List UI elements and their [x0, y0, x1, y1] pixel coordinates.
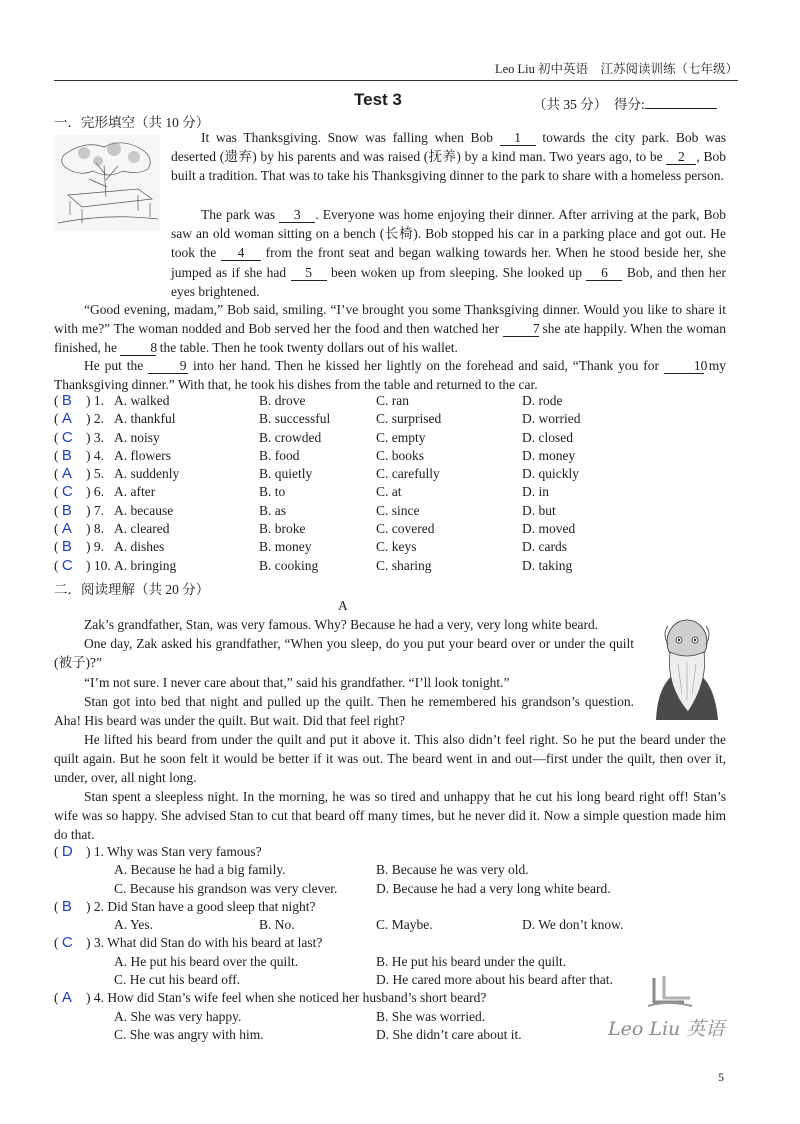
option-c: C. She was angry with him. [114, 1026, 264, 1042]
answer-mark[interactable]: A [61, 465, 72, 483]
question-number: ) 10. [86, 557, 111, 573]
question-row [54, 429, 734, 447]
question-number: ) 3. [86, 429, 104, 445]
cloze-text: she ate happily. When the woman finished, he [54, 321, 727, 356]
question-row [54, 538, 734, 556]
option-d: D. closed [522, 429, 573, 445]
question-row [54, 483, 734, 501]
question-number: ) 6. [86, 484, 104, 500]
blank-9: 9 [148, 358, 188, 374]
question-number: ) 1. [86, 393, 104, 408]
cloze-para-4 [54, 356, 726, 394]
option-c: C. surprised [376, 411, 442, 427]
option-b: B. money [259, 539, 312, 555]
option-d: D. moved [522, 521, 576, 537]
story-para-5: He lifted his beard from under the quilt and put it above it. This also didn’t feel right. So he put the beard under the quilt again. But he soon felt it would be better if it was out. The beard went in and out—first under the quilt, then over it, under, over, all night long. [54, 732, 726, 786]
question-row [54, 410, 734, 428]
cloze-text: The park was [201, 207, 280, 222]
cloze-text: , Bob built a tradition. That was to take his Thanksgiving dinner to the park to share with a homeless person. [171, 149, 726, 184]
total-score [533, 93, 717, 113]
brand-logo [608, 972, 728, 1040]
option-d: D. money [522, 447, 576, 463]
question-text: ) 2. Did Stan have a good sleep that night? [86, 898, 316, 914]
blank-3: 3 [279, 207, 315, 223]
story-para-2: One day, Zak asked his grandfather, “When you sleep, do you put your beard over or under the quilt (被子)?” [54, 636, 634, 671]
question-stem: ( B ) 2. Did Stan have a good sleep that night? [54, 897, 316, 915]
option-b: B. No. [259, 917, 295, 933]
answer-mark[interactable]: D [61, 843, 73, 860]
cloze-text: been woken up from sleeping. She looked up [326, 264, 587, 280]
page-number: 5 [718, 1070, 724, 1084]
option-d: D. He cared more about his beard after that. [376, 972, 613, 988]
option-a: A. Yes. [114, 917, 154, 933]
cloze-questions [54, 392, 734, 575]
option-c: C. sharing [376, 557, 432, 573]
option-c: C. Maybe. [376, 917, 433, 933]
answer-paren: ( A [54, 520, 72, 538]
blank-10: 10 [664, 358, 704, 374]
option-c: C. empty [376, 429, 426, 445]
option-a: A. because [114, 502, 174, 518]
header-text: Leo Liu 初中英语 江苏阅读训练（七年级） [494, 62, 738, 76]
question-number: ) 8. [86, 521, 104, 537]
answer-paren: ( B [54, 446, 72, 464]
cloze-text: towards the city park. Bob was deserted (遗弃) by his parents and was raised (抚养) by a kind man. Two years ago, to be [171, 130, 726, 165]
option-b: B. He put his beard under the quilt. [376, 953, 567, 969]
question-row [54, 520, 734, 538]
logo-mark-icon [608, 972, 728, 1012]
option-d: D. worried [522, 411, 581, 427]
option-b: B. food [259, 447, 300, 463]
option-b: B. as [259, 502, 286, 518]
cloze-text: from the front seat and began walking towards her. When he stood beside her, she jumped as if she had [171, 245, 726, 280]
question-text: ) 1. Why was Stan very famous? [86, 844, 262, 859]
option-c: C. He cut his beard off. [114, 972, 241, 988]
park-illustration [54, 135, 160, 231]
blank-5: 5 [291, 265, 327, 281]
option-a: A. walked [114, 393, 170, 408]
options-row [54, 953, 734, 971]
cloze-text: the table. Then he took twenty dollars out of his wallet. [156, 340, 458, 356]
option-c: C. Because his grandson was very clever. [114, 880, 338, 896]
question-stem: ( A ) 4. How did Stan’s wife feel when she noticed her husband’s short beard? [54, 989, 487, 1007]
total-score-label: （共 35 分） 得分: [533, 97, 645, 112]
option-a: A. after [114, 484, 156, 500]
blank-1: 1 [500, 130, 536, 146]
cloze-para-1a [171, 128, 726, 186]
story-para-1: Zak’s grandfather, Stan, was very famous. Why? Because he had a very, very long white beard. [84, 617, 599, 632]
option-a: A. She was very happy. [114, 1008, 242, 1024]
header-divider [54, 80, 738, 81]
option-d: D. She didn’t care about it. [376, 1026, 522, 1042]
question-number: ) 4. [86, 447, 104, 463]
option-c: C. covered [376, 521, 435, 537]
option-a: A. dishes [114, 539, 165, 555]
blank-6: 6 [586, 265, 622, 281]
option-a: A. Because he had a big family. [114, 862, 286, 878]
question-stem: ( C ) 3. What did Stan do with his beard at last? [54, 934, 323, 952]
question-number: ) 9. [86, 539, 104, 555]
grandfather-illustration [648, 612, 726, 720]
question-number: ) 5. [86, 466, 104, 482]
cloze-text: my Thanksgiving dinner.” With that, he took his dishes from the table and returned to the car. [54, 358, 726, 393]
section1-heading: 一．完形填空（共 10 分） [54, 115, 210, 130]
option-c: C. carefully [376, 466, 440, 482]
question-row [54, 392, 734, 410]
cloze-text: . Everyone was home enjoying their dinner. After arriving at the park, Bob saw an old woman sitting on a bench (长椅). Bob stopped his car in a parking place and got out. He took the [171, 207, 726, 261]
cloze-text: Bob, and then her eyes brightened. [171, 264, 726, 299]
options-row [54, 861, 734, 879]
option-d: D. quickly [522, 466, 579, 482]
option-b: B. successful [259, 411, 331, 427]
answer-mark[interactable]: B [61, 392, 72, 409]
option-b: B. to [259, 484, 286, 500]
option-c: C. keys [376, 539, 417, 555]
answer-paren: ( C [54, 428, 73, 446]
answer-mark[interactable]: C [61, 934, 73, 952]
option-c: C. ran [376, 393, 409, 408]
story-para-3: “I’m not sure. I never care about that,” said his grandfather. “I’ll look tonight.” [84, 675, 510, 690]
options-row [54, 880, 734, 898]
answer-mark[interactable]: A [61, 989, 72, 1007]
question-row [54, 465, 734, 483]
option-b: B. crowded [259, 429, 322, 445]
question-row [54, 502, 734, 520]
option-a: A. flowers [114, 447, 171, 463]
cloze-para-3 [54, 300, 726, 358]
answer-paren: ( C [54, 483, 73, 501]
option-b: B. broke [259, 521, 306, 537]
answer-mark[interactable]: C [61, 556, 73, 574]
test-title: Test 3 [354, 90, 402, 109]
option-a: A. noisy [114, 429, 160, 445]
cloze-text: “Good evening, madam,” Bob said, smiling. “I’ve brought you some Thanksgiving dinner. Would you like to share it with me?” The woman nodded and Bob served her the food and then watched her [54, 302, 726, 337]
answer-paren: ( B [54, 501, 72, 519]
question-row [54, 447, 734, 465]
option-c: C. since [376, 502, 420, 518]
option-b: B. quietly [259, 466, 313, 482]
answer-mark[interactable]: B [61, 897, 72, 915]
answer-mark[interactable]: C [61, 428, 73, 446]
question-number: ) 7. [86, 502, 104, 518]
answer-mark[interactable]: C [61, 483, 73, 501]
answer-paren: ( B [54, 392, 72, 409]
answer-mark[interactable]: B [61, 538, 72, 556]
section2-heading: 二．阅读理解（共 20 分） [54, 582, 210, 597]
answer-paren: ( B [54, 538, 72, 556]
option-d: D. Because he had a very long white beard. [376, 880, 611, 896]
option-c: C. books [376, 447, 425, 463]
question-number: ) 2. [86, 411, 104, 427]
cloze-text: into her hand. Then he kissed her lightly on the forehead and said, “Thank you for [188, 358, 664, 373]
score-blank[interactable] [645, 96, 717, 109]
option-d: D. but [522, 502, 556, 518]
answer-mark[interactable]: A [61, 520, 72, 538]
question-text: ) 4. How did Stan’s wife feel when she noticed her husband’s short beard? [86, 990, 487, 1006]
option-a: A. suddenly [114, 466, 180, 482]
logo-text: Leo Liu 英语 [608, 1018, 725, 1040]
option-b: B. Because he was very old. [376, 862, 529, 878]
option-d: D. rode [522, 393, 563, 408]
blank-4: 4 [221, 245, 261, 261]
option-b: B. cooking [259, 557, 319, 573]
story-para-6: Stan spent a sleepless night. In the morning, he was so tired and unhappy that he cut his long beard right off! Stan’s wife was so happy. She advised Stan to cut that beard off many times, but he never did it. Now a simple question made him do that. [54, 789, 726, 843]
answer-paren: ( C [54, 556, 73, 574]
option-a: A. bringing [114, 557, 177, 573]
blank-8: 8 [120, 340, 156, 356]
question-text: ) 3. What did Stan do with his beard at last? [86, 935, 323, 951]
story-para-4: Stan got into bed that night and pulled up the quilt. Then he remembered his grandson’s question. Aha! His beard was under the quilt. But wait. Did that feel right? [54, 694, 634, 729]
option-a: A. cleared [114, 521, 170, 537]
passage-letter: A [338, 598, 348, 613]
option-d: D. in [522, 484, 549, 500]
blank-7: 7 [503, 321, 539, 337]
option-b: B. drove [259, 393, 306, 408]
answer-mark[interactable]: B [61, 501, 72, 519]
option-c: C. at [376, 484, 402, 500]
option-a: A. He put his beard over the quilt. [114, 953, 299, 969]
answer-mark[interactable]: B [61, 446, 72, 464]
options-row [54, 916, 734, 934]
cloze-text: He put the [84, 358, 149, 373]
question-stem: ( D ) 1. Why was Stan very famous? [54, 843, 262, 860]
option-d: D. taking [522, 557, 573, 573]
cloze-para-2 [171, 205, 726, 301]
option-d: D. We don’t know. [522, 917, 624, 933]
question-row [54, 557, 734, 575]
cloze-text: It was Thanksgiving. Snow was falling when Bob [201, 130, 500, 145]
answer-paren: ( A [54, 465, 72, 483]
option-a: A. thankful [114, 411, 176, 427]
blank-2: 2 [666, 149, 696, 165]
answer-paren: ( A [54, 410, 72, 428]
option-d: D. cards [522, 539, 567, 555]
answer-mark[interactable]: A [61, 410, 72, 428]
option-b: B. She was worried. [376, 1008, 486, 1024]
